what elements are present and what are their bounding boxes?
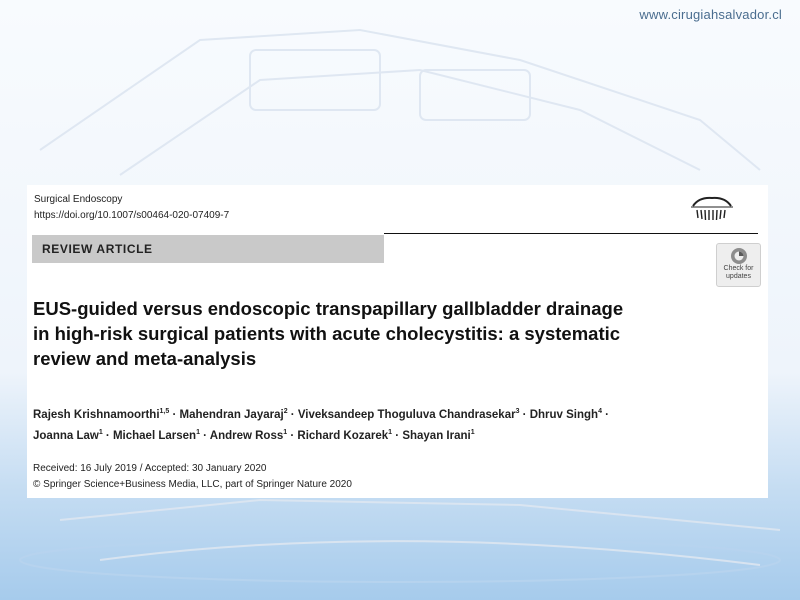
author-affiliation: 1: [283, 428, 288, 436]
paper-header: [27, 185, 768, 498]
check-label-line2: updates: [726, 273, 751, 280]
author-list: [33, 403, 733, 445]
author-affiliation: 1: [98, 428, 103, 436]
author-separator: ·: [392, 429, 403, 442]
check-for-updates-button[interactable]: [716, 243, 761, 287]
author-separator: ·: [601, 408, 610, 421]
article-title: [33, 296, 693, 371]
author-separator: ·: [169, 408, 180, 421]
site-url[interactable]: www.cirugiahsalvador.cl: [639, 7, 782, 22]
copyright-notice: © Springer Science+Business Media, LLC, part of Springer Nature 2020: [33, 479, 352, 490]
author-affiliation: 4: [598, 408, 602, 415]
author-name: Andrew Ross: [209, 429, 284, 442]
author-affiliation: 1: [470, 428, 475, 436]
author-separator: ·: [287, 429, 298, 442]
title-line: review and meta-analysis: [33, 348, 257, 369]
check-label-line1: Check for: [723, 265, 754, 272]
article-type-label: REVIEW ARTICLE: [42, 242, 153, 256]
author-affiliation: 2: [283, 408, 288, 415]
author-separator: ·: [519, 408, 530, 421]
author-separator: ·: [287, 408, 298, 421]
author-name: Rajesh Krishnamoorthi: [33, 408, 160, 421]
title-line: in high-risk surgical patients with acute cholecystitis: a systematic: [33, 323, 621, 344]
author-separator: ·: [102, 429, 113, 442]
author-affiliation: 1: [388, 428, 393, 436]
author-name: Richard Kozarek: [297, 429, 389, 442]
author-name: Michael Larsen: [112, 429, 197, 442]
journal-name: Surgical Endoscopy: [34, 194, 123, 205]
author-name: Mahendran Jayaraj: [179, 408, 284, 421]
author-affiliation: 1,5: [159, 408, 170, 415]
title-line: EUS-guided versus endoscopic transpapillary gallbladder drainage: [33, 298, 624, 319]
author-name: Dhruv Singh: [529, 408, 599, 421]
author-name: Joanna Law: [33, 429, 99, 442]
received-accepted-dates: Received: 16 July 2019 / Accepted: 30 January 2020: [33, 463, 267, 474]
author-name: Shayan Irani: [402, 429, 471, 442]
author-affiliation: 1: [196, 428, 200, 436]
article-type-bar: [32, 235, 384, 263]
springer-logo-icon: [689, 193, 735, 223]
check-for-updates-icon: [730, 247, 748, 265]
author-separator: ·: [199, 429, 210, 442]
author-name: Viveksandeep Thoguluva Chandrasekar: [297, 408, 516, 421]
doi-link[interactable]: https://doi.org/10.1007/s00464-020-07409-7: [34, 210, 230, 221]
header-rule: [384, 233, 758, 234]
author-affiliation: 3: [515, 408, 520, 415]
